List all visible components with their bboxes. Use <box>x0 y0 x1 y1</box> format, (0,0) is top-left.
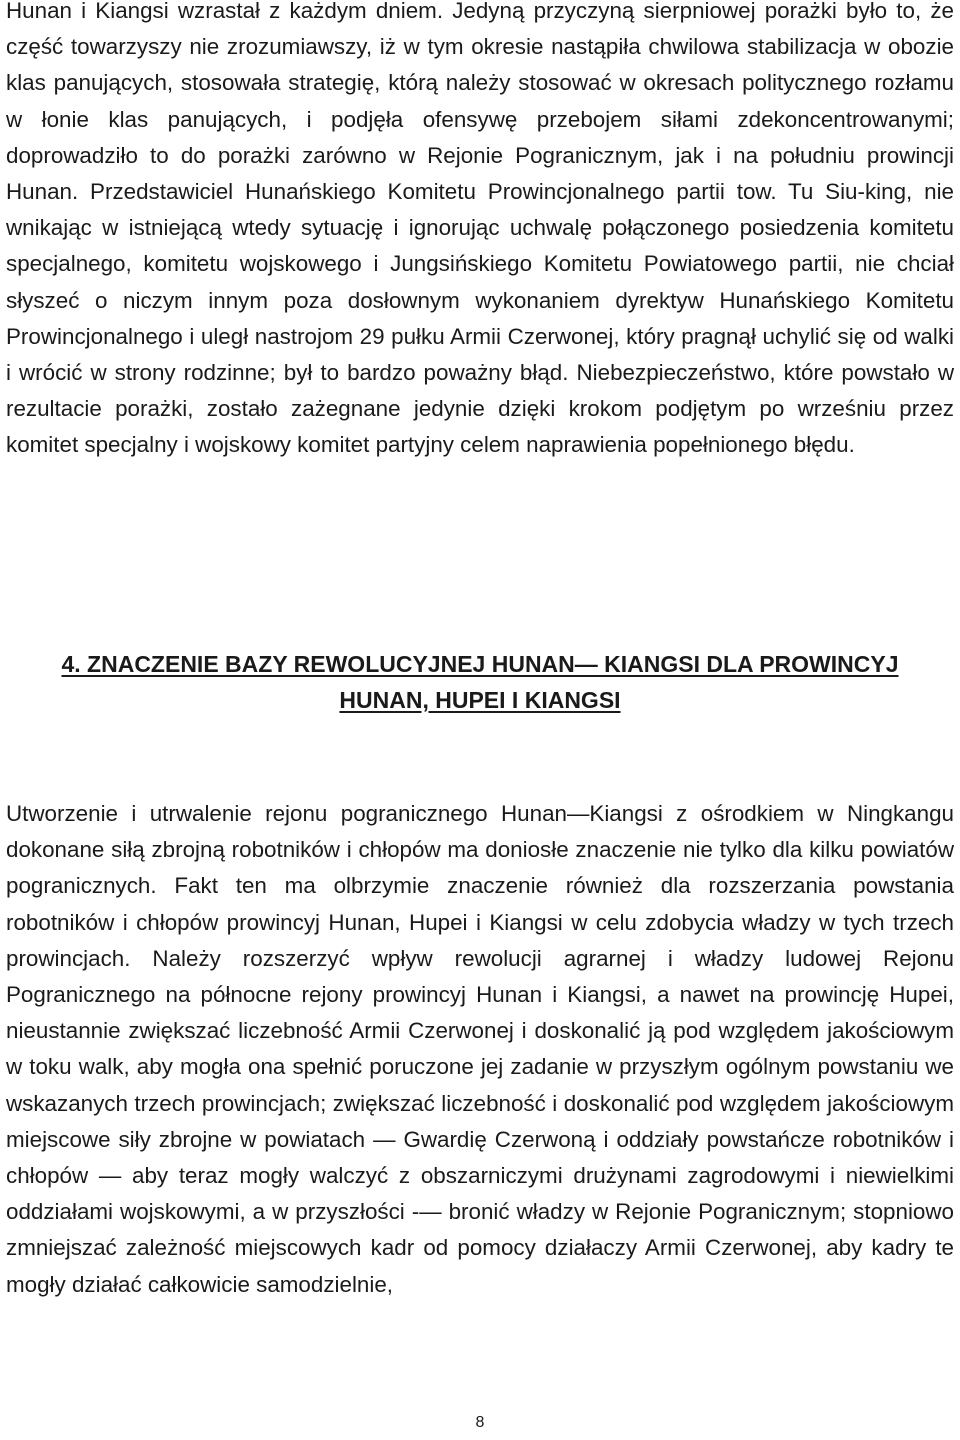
section-heading <box>6 646 954 718</box>
section-heading-line-1: 4. ZNACZENIE BAZY REWOLUCYJNEJ HUNAN— KIANGSI DLA PROWINCYJ <box>61 651 899 677</box>
section-heading-line-2: HUNAN, HUPEI I KIANGSI <box>339 687 621 713</box>
page-number: 8 <box>475 1414 485 1431</box>
body-paragraph: Utworzenie i utrwalenie rejonu pogranicznego Hunan—Kiangsi z ośrodkiem w Ningkangu dokonane siłą zbrojną robotników i chłopów ma doniosłe znaczenie nie tylko dla kilku powiatów pogranicznych. Fakt ten ma olbrzymie znaczenie również dla rozszerzania powstania robotników i chłopów prowincyj Hunan, Hupei i Kiangsi w celu zdobycia władzy w tych trzech prowincjach. Należy rozszerzyć wpływ rewolucji agrarnej i władzy ludowej Rejonu Pogranicznego na północne rejony prowincyj Hunan i Kiangsi, a nawet na prowincję Hupei, nieustannie zwiększać liczebność Armii Czerwonej i doskonalić ją pod względem jakościowym w toku walk, aby mogła ona spełnić poruczone jej zadanie w przyszłym ogólnym powstaniu we wskazanych trzech prowincjach; zwiększać liczebność i doskonalić pod względem jakościowym miejscowe siły zbrojne w powiatach — Gwardię Czerwoną i oddziały powstańcze robotników i chłopów — aby teraz mogły walczyć z obszarniczymi drużynami zagrodowymi i niewielkimi oddziałami wojskowymi, a w przyszłości -— bronić władzy w Rejonie Pogranicznym; stopniowo zmniejszać zależność miejscowych kadr od pomocy działaczy Armii Czerwonej, aby kadry te mogły działać całkowicie samodzielnie, <box>6 801 954 1297</box>
body-paragraph: Hunan i Kiangsi wzrastał z każdym dniem. Jedyną przyczyną sierpniowej porażki było to, że część towarzyszy nie zrozumiawszy, iż w tym okresie nastąpiła chwilowa stabilizacja w obozie klas panujących, stosowała strategię, którą należy stosować w okresach politycznego rozłamu w łonie klas panujących, i podjęła ofensywę przebojem siłami zdekoncentrowanymi; doprowadziło to do porażki zarówno w Rejonie Pogranicznym, jak i na południu prowincji Hunan. Przedstawiciel Hunańskiego Komitetu Prowincjonalnego partii tow. Tu Siu-king, nie wnikając w istniejącą wtedy sytuację i ignorując uchwalę połączonego posiedzenia komitetu specjalnego, komitetu wojskowego i Jungsińskiego Komitetu Powiatowego partii, nie chciał słyszeć o niczym innym poza dosłownym wykonaniem dyrektyw Hunańskiego Komitetu Prowincjonalnego i uległ nastrojom 29 pułku Armii Czerwonej, który pragnął uchylić się od walki i wrócić w strony rodzinne; był to bardzo poważny błąd. Niebezpieczeństwo, które powstało w rezultacie porażki, zostało zażegnane jedynie dzięki krokom podjętym po wrześniu przez komitet specjalny i wojskowy komitet partyjny celem naprawienia popełnionego błędu. <box>6 0 954 458</box>
